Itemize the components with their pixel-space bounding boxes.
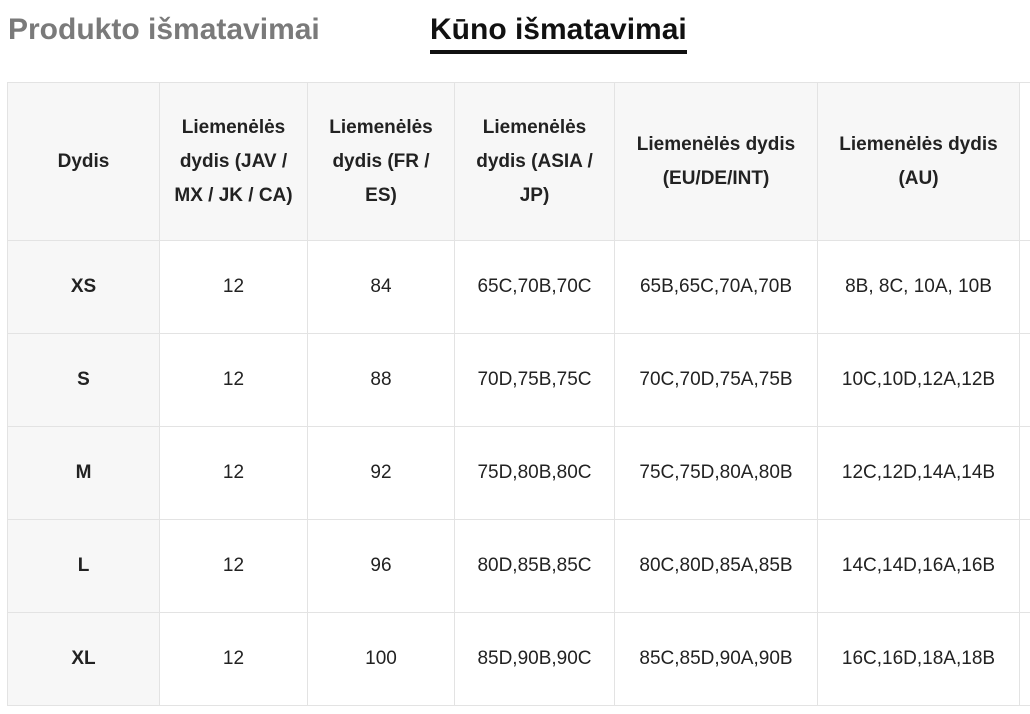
tab-body-label: Kūno išmatavimai (430, 13, 687, 46)
table-cell: 84 (308, 241, 455, 334)
tab-product-label: Produkto išmatavimai (8, 13, 320, 46)
table-row (8, 613, 1030, 706)
column-header-size: Dydis (8, 83, 160, 241)
tab-body-measurements[interactable] (430, 12, 687, 48)
table-row (8, 427, 1030, 520)
table-cell-overflow (1020, 613, 1030, 706)
table-cell: 12C,12D,14A,14B (818, 427, 1020, 520)
table-cell-size: L (8, 520, 160, 613)
column-header-asia-size: Liemenėlės dydis (ASIA / JP) (455, 83, 615, 241)
table-cell: 75C,75D,80A,80B (615, 427, 818, 520)
table-cell: 70D,75B,75C (455, 334, 615, 427)
table-cell-overflow (1020, 334, 1030, 427)
table-cell: 85C,85D,90A,90B (615, 613, 818, 706)
table-cell: 70C,70D,75A,75B (615, 334, 818, 427)
table-cell-size: M (8, 427, 160, 520)
column-header-au-size: Liemenėlės dydis (AU) (818, 83, 1020, 241)
table-cell: 65C,70B,70C (455, 241, 615, 334)
table-cell: 12 (160, 427, 308, 520)
column-header-overflow (1020, 83, 1030, 241)
column-header-fr-size: Liemenėlės dydis (FR / ES) (308, 83, 455, 241)
table-cell: 100 (308, 613, 455, 706)
table-cell: 92 (308, 427, 455, 520)
table-cell: 96 (308, 520, 455, 613)
table-cell-overflow (1020, 520, 1030, 613)
table-cell: 85D,90B,90C (455, 613, 615, 706)
table-cell-overflow (1020, 241, 1030, 334)
table-cell: 8B, 8C, 10A, 10B (818, 241, 1020, 334)
table-cell-overflow (1020, 427, 1030, 520)
table-cell: 12 (160, 613, 308, 706)
table-cell: 16C,16D,18A,18B (818, 613, 1020, 706)
table-cell: 14C,14D,16A,16B (818, 520, 1020, 613)
measurement-tabs (0, 0, 1030, 60)
table-row (8, 520, 1030, 613)
table-row (8, 241, 1030, 334)
column-header-eu-size: Liemenėlės dydis (EU/DE/INT) (615, 83, 818, 241)
column-header-us-size: Liemenėlės dydis (JAV / MX / JK / CA) (160, 83, 308, 241)
table-cell: 80C,80D,85A,85B (615, 520, 818, 613)
table-cell-size: XL (8, 613, 160, 706)
table-cell: 12 (160, 334, 308, 427)
table-header-row (8, 83, 1030, 241)
tab-product-measurements[interactable] (8, 12, 320, 48)
table-cell: 88 (308, 334, 455, 427)
table-cell-size: S (8, 334, 160, 427)
size-table (7, 82, 1030, 706)
table-cell: 75D,80B,80C (455, 427, 615, 520)
table-cell-size: XS (8, 241, 160, 334)
table-cell: 12 (160, 241, 308, 334)
table-cell: 80D,85B,85C (455, 520, 615, 613)
table-row (8, 334, 1030, 427)
active-tab-underline (430, 50, 687, 54)
table-cell: 10C,10D,12A,12B (818, 334, 1020, 427)
size-table-container (7, 82, 1030, 712)
table-cell: 12 (160, 520, 308, 613)
table-cell: 65B,65C,70A,70B (615, 241, 818, 334)
